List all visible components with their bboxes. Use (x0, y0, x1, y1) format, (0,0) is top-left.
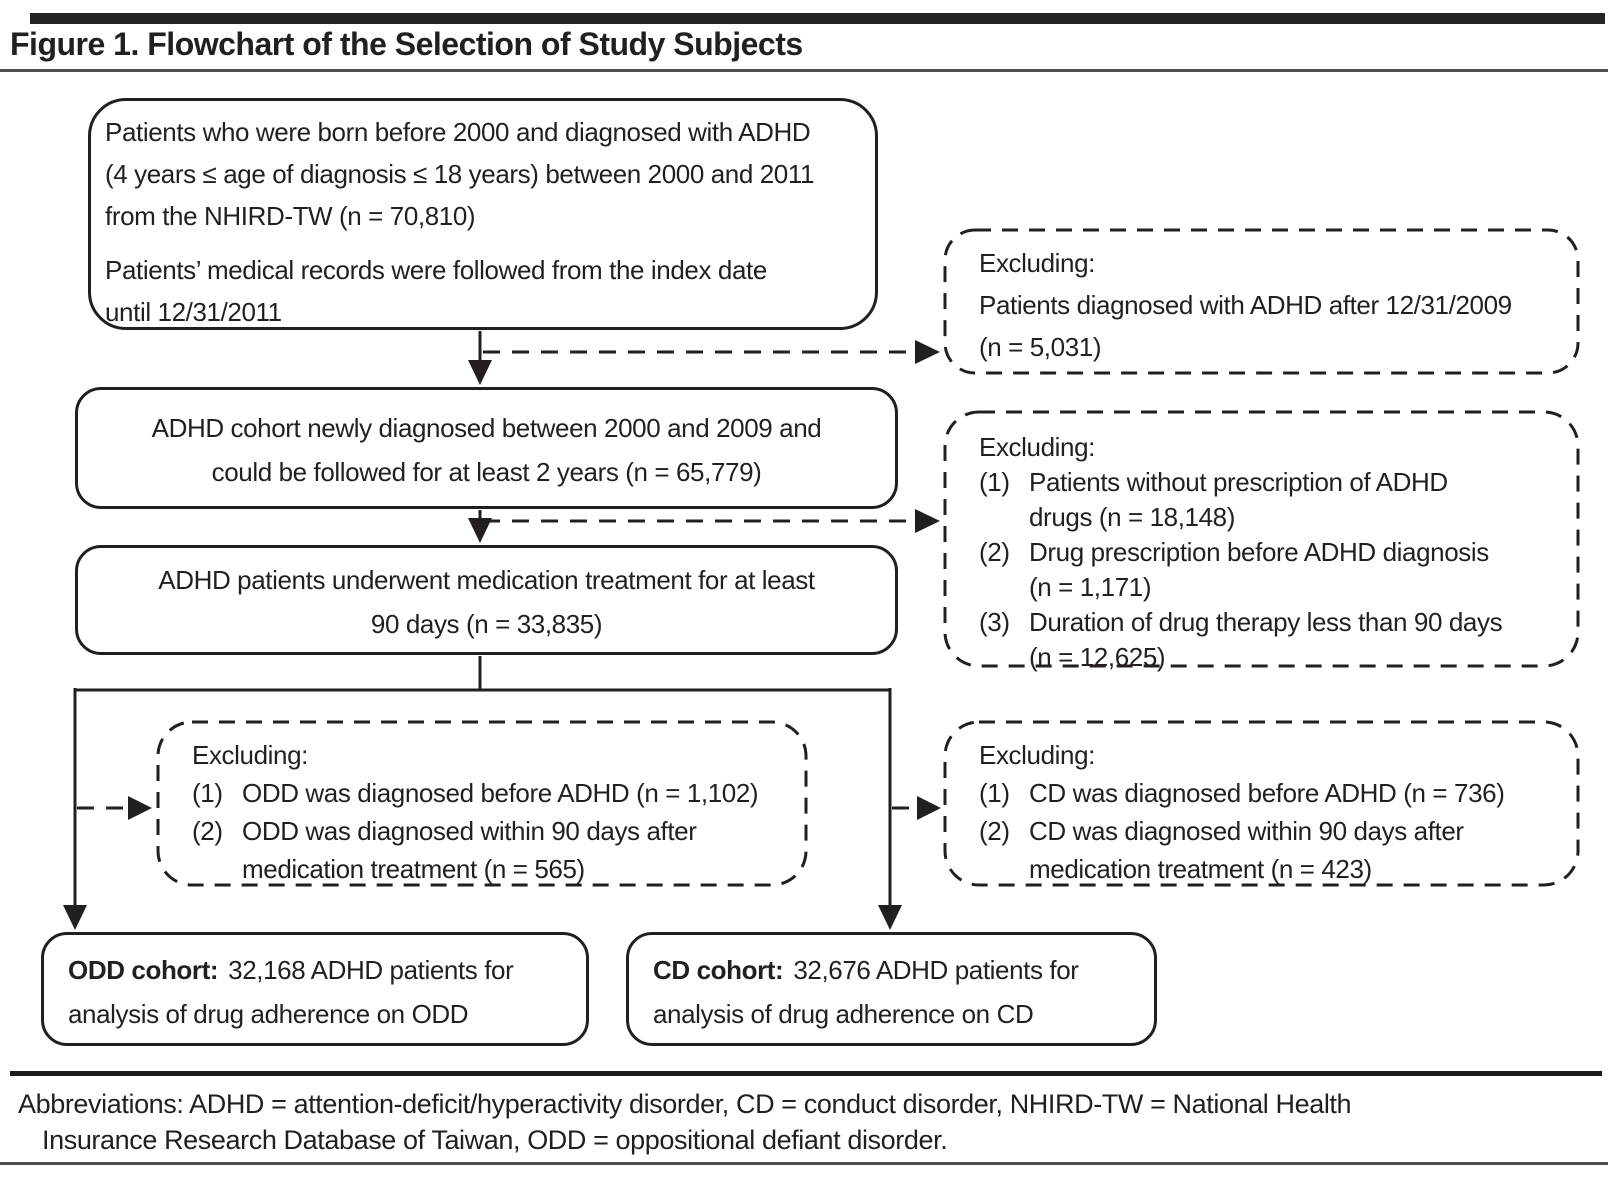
item-number: (1) (979, 778, 1010, 808)
item-text: medication treatment (n = 423) (1029, 854, 1372, 884)
item-text: medication treatment (n = 565) (242, 854, 585, 884)
cohort-line (653, 948, 1146, 992)
arrowhead-down-2 (468, 518, 492, 543)
arrowhead-down-odd (63, 905, 87, 930)
exclude-item (979, 812, 1572, 888)
box-exclude-cd (945, 728, 1578, 885)
abbreviations-line-2: Insurance Research Database of Taiwan, ODD = oppositional defiant disorder. (42, 1125, 948, 1155)
item-text: CD was diagnosed within 90 days after (1029, 816, 1464, 846)
item-text: (n = 1,171) (1029, 572, 1152, 602)
exclude-heading: Excluding: (979, 248, 1095, 278)
item-text: drugs (n = 18,148) (1029, 502, 1235, 532)
exclude-item (979, 535, 1572, 605)
box-text: Patients’ medical records were followed from the index date (105, 255, 767, 285)
box-text: (4 years ≤ age of diagnosis ≤ 18 years) between 2000 and 2011 (105, 159, 815, 189)
exclude-item (192, 774, 800, 812)
box-adhd-cohort (75, 387, 898, 509)
figure-title: Figure 1. Flowchart of the Selection of Study Subjects (10, 26, 803, 62)
arrowhead-right-odd (128, 796, 152, 820)
box-text: until 12/31/2011 (105, 297, 282, 327)
arrowhead-down-1 (468, 360, 492, 385)
box-exclude-prescription (945, 422, 1578, 672)
item-number: (3) (979, 607, 1010, 637)
cohort-label: ODD cohort: (68, 955, 219, 985)
cohort-label: CD cohort: (653, 955, 784, 985)
item-text: Drug prescription before ADHD diagnosis (1029, 537, 1489, 567)
abbreviations-line-1: Abbreviations: ADHD = attention-deficit/hyperactivity disorder, CD = conduct disorder, NHIRD-TW = National Health (18, 1089, 1352, 1119)
cohort-count: 32,676 ADHD patients for (793, 955, 1079, 985)
box-exclude-odd (158, 728, 806, 885)
item-text: Patients without prescription of ADHD (1029, 467, 1448, 497)
exclude-heading: Excluding: (979, 432, 1095, 462)
box-exclude-adhd-after-2009 (945, 236, 1578, 373)
exclude-heading: Excluding: (979, 740, 1095, 770)
box-text: could be followed for at least 2 years (n = 65,779) (211, 457, 762, 487)
box-odd-cohort (41, 932, 589, 1046)
exclude-item (192, 812, 800, 888)
box-cd-cohort (626, 932, 1157, 1046)
item-text: ODD was diagnosed within 90 days after (242, 816, 697, 846)
box-initial-patients (88, 98, 878, 330)
box-text: Patients who were born before 2000 and diagnosed with ADHD (105, 117, 811, 147)
footer-top-rule (10, 1071, 1602, 1076)
title-underline (0, 69, 1608, 72)
box-text: ADHD cohort newly diagnosed between 2000 and 2009 and (151, 413, 822, 443)
item-number: (1) (192, 778, 223, 808)
arrowhead-right-cd (917, 796, 941, 820)
item-text: Duration of drug therapy less than 90 days (1029, 607, 1503, 637)
exclude-text: (n = 5,031) (979, 332, 1102, 362)
item-text: ODD was diagnosed before ADHD (n = 1,102) (242, 778, 759, 808)
top-rule (30, 13, 1605, 24)
box-text: 90 days (n = 33,835) (370, 609, 603, 639)
arrowhead-right-1 (915, 340, 940, 364)
box-text: ADHD patients underwent medication treatment for at least (158, 565, 815, 595)
exclude-item (979, 465, 1572, 535)
arrowhead-down-cd (878, 905, 902, 930)
cohort-count: 32,168 ADHD patients for (228, 955, 514, 985)
item-number: (2) (979, 816, 1010, 846)
exclude-heading: Excluding: (192, 740, 308, 770)
item-number: (2) (192, 816, 223, 846)
cohort-line: analysis of drug adherence on CD (653, 999, 1034, 1029)
exclude-item (979, 774, 1572, 812)
cohort-line: analysis of drug adherence on ODD (68, 999, 469, 1029)
exclude-text: Patients diagnosed with ADHD after 12/31/2009 (979, 290, 1512, 320)
cohort-line (68, 948, 578, 992)
footer-bottom-rule (0, 1162, 1608, 1165)
exclude-item (979, 605, 1572, 675)
item-text: (n = 12,625) (1029, 642, 1166, 672)
item-text: CD was diagnosed before ADHD (n = 736) (1029, 778, 1505, 808)
box-medication-90days (75, 545, 898, 655)
box-text: from the NHIRD-TW (n = 70,810) (105, 201, 476, 231)
item-number: (2) (979, 537, 1010, 567)
arrowhead-right-2 (915, 509, 940, 533)
item-number: (1) (979, 467, 1010, 497)
